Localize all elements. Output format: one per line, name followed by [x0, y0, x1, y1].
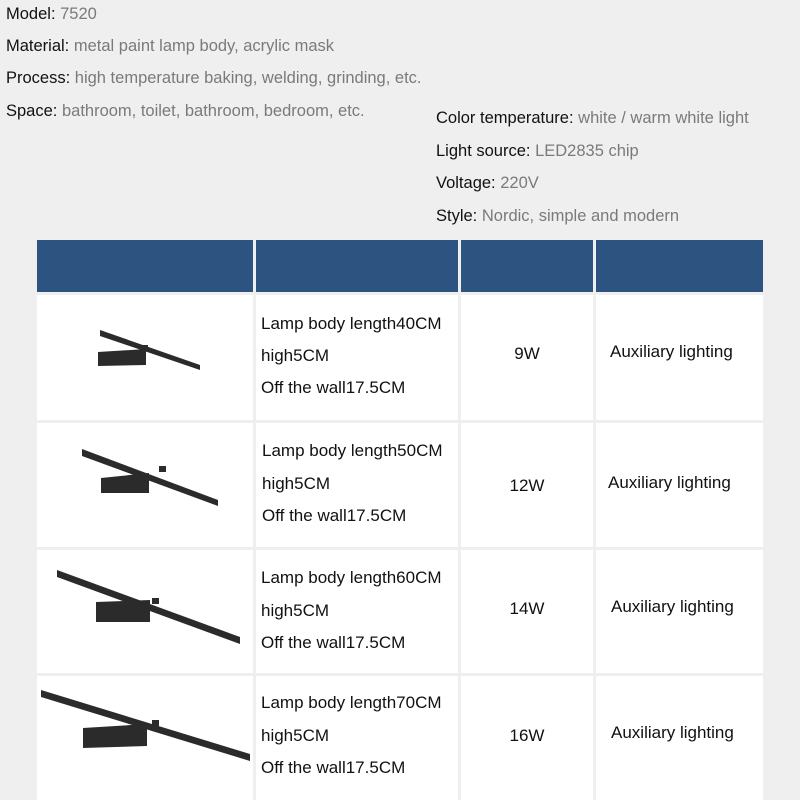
table-row-1-size [256, 295, 458, 420]
spec-process: Process: high temperature baking, welding, grinding, etc. [6, 69, 422, 87]
row-1-length: Lamp body length40CM [261, 314, 442, 333]
row-2-power-value: 12W [509, 476, 545, 495]
wall-lamp-70cm-icon [37, 676, 253, 800]
row-1-height: high5CM [261, 346, 330, 365]
table-row-1-power [461, 295, 593, 420]
spec-model: Model: 7520 [6, 5, 97, 23]
table-row-4-use [596, 676, 763, 800]
table-row-4-power [461, 676, 593, 800]
header-cell-image [37, 240, 253, 292]
row-1-power-value: 9W [514, 344, 540, 363]
wall-lamp-60cm-icon [37, 550, 253, 673]
row-2-use-value: Auxiliary lighting [608, 473, 731, 492]
spec-material: Material: metal paint lamp body, acrylic mask [6, 37, 334, 55]
row-4-use-value: Auxiliary lighting [611, 723, 734, 742]
row-2-height: high5CM [262, 474, 331, 493]
table-row-1-use [596, 295, 763, 420]
table-row-2-power [461, 423, 593, 547]
table-row-2-image [37, 423, 253, 547]
table-row-4-size [256, 676, 458, 800]
row-1-offwall: Off the wall17.5CM [261, 378, 406, 397]
table-row-3-use [596, 550, 763, 673]
table-row-2-size [256, 423, 458, 547]
table-row-4-image [37, 676, 253, 800]
row-4-offwall: Off the wall17.5CM [261, 758, 406, 777]
spec-space: Space: bathroom, toilet, bathroom, bedroom, etc. [6, 102, 365, 120]
spec-light-source: Light source: LED2835 chip [436, 142, 639, 160]
table-row-3-size [256, 550, 458, 673]
row-3-use-value: Auxiliary lighting [611, 597, 734, 616]
row-3-power-value: 14W [509, 599, 545, 618]
row-2-length: Lamp body length50CM [262, 441, 443, 460]
product-table [37, 240, 763, 800]
table-row-3-image [37, 550, 253, 673]
table-row-2-use [596, 423, 763, 547]
row-3-height: high5CM [261, 601, 330, 620]
row-4-power-value: 16W [509, 726, 545, 745]
table-row-1-image [37, 295, 253, 420]
table-row-3-power [461, 550, 593, 673]
row-1-use-value: Auxiliary lighting [610, 342, 733, 361]
header-cell-size [256, 240, 458, 292]
wall-lamp-50cm-icon [37, 423, 253, 547]
row-3-offwall: Off the wall17.5CM [261, 633, 406, 652]
spec-style: Style: Nordic, simple and modern [436, 207, 680, 225]
header-cell-use [596, 240, 763, 292]
wall-lamp-40cm-icon [37, 295, 253, 420]
row-4-length: Lamp body length70CM [261, 693, 442, 712]
spec-voltage: Voltage: 220V [436, 174, 539, 192]
row-3-length: Lamp body length60CM [261, 568, 442, 587]
row-2-offwall: Off the wall17.5CM [262, 506, 407, 525]
header-cell-power [461, 240, 593, 292]
row-4-height: high5CM [261, 726, 330, 745]
spec-color-temperature: Color temperature: white / warm white light [436, 109, 749, 127]
